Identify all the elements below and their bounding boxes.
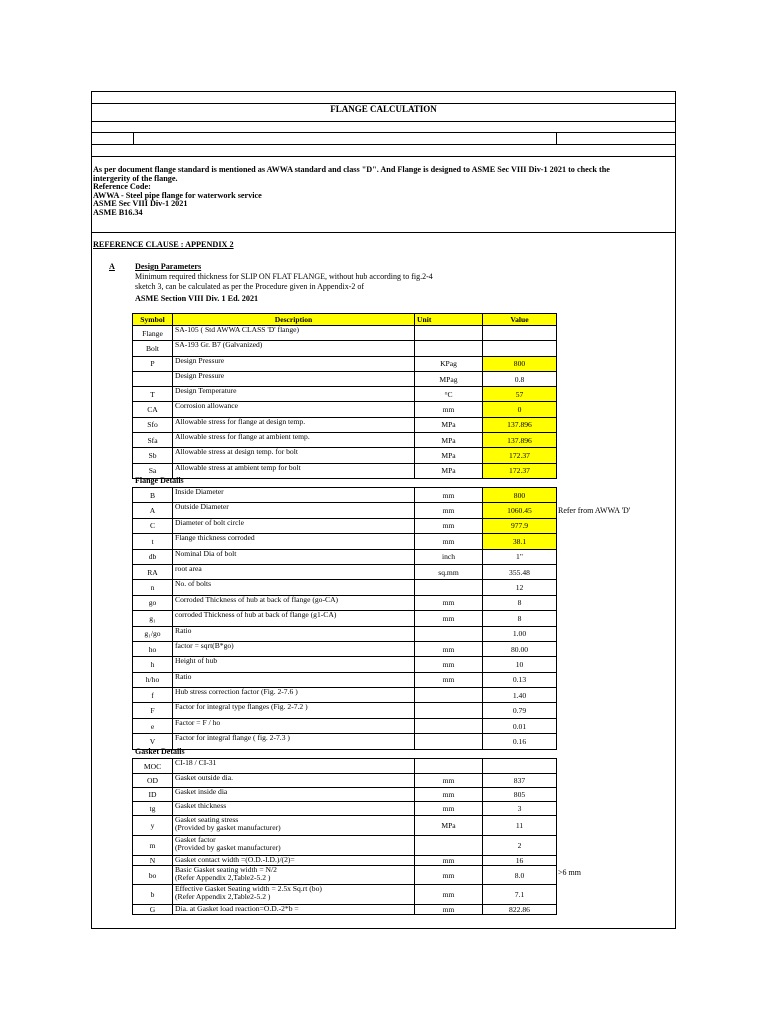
- section-letter: A: [109, 262, 115, 271]
- row-unit: [415, 688, 483, 703]
- row-symbol: V: [133, 734, 173, 749]
- row-value: 1060.45: [483, 503, 557, 518]
- gasket-details-table: [132, 758, 557, 915]
- row-description: Hub stress correction factor (Fig. 2-7.6 ): [173, 688, 415, 703]
- row-symbol: P: [133, 356, 173, 371]
- row-value: 1": [483, 549, 557, 564]
- row-symbol: G: [133, 905, 173, 915]
- row-unit: [415, 580, 483, 595]
- reference-clause: REFERENCE CLAUSE : APPENDIX 2: [93, 240, 234, 249]
- row-description: CI-18 / CI-31: [173, 759, 415, 774]
- table-row: [133, 905, 557, 915]
- row-unit: mm: [415, 611, 483, 626]
- row-symbol: y: [133, 816, 173, 836]
- intro-line: AWWA - Steel pipe flange for waterwork service: [93, 190, 262, 200]
- row-unit: MPa: [415, 433, 483, 448]
- row-unit: MPa: [415, 463, 483, 478]
- table-row: [133, 463, 557, 478]
- row-value: 800: [483, 356, 557, 371]
- table-row: [133, 356, 557, 371]
- row-unit: [415, 836, 483, 856]
- row-value: 38.1: [483, 534, 557, 549]
- row-value: 805: [483, 788, 557, 802]
- row-value: 3: [483, 802, 557, 816]
- row-description: Dia. at Gasket load reaction=O.D.-2*b =: [173, 905, 415, 915]
- row-description: Flange thickness corroded: [173, 534, 415, 549]
- row-symbol: Flange: [133, 326, 173, 341]
- row-unit: mm: [415, 774, 483, 788]
- rule: [91, 121, 676, 122]
- table-row: [133, 788, 557, 802]
- row-unit: MPa: [415, 816, 483, 836]
- row-description: Allowable stress at ambient temp for bolt: [173, 463, 415, 478]
- table-row: [133, 641, 557, 656]
- table-row: [133, 564, 557, 579]
- row-value: 800: [483, 488, 557, 503]
- intro-line: As per document flange standard is mentioned as AWWA standard and class "D". And Flange is designed to ASME Sec VIII Div-1 2021 to check the: [93, 165, 610, 174]
- row-symbol: go: [133, 595, 173, 610]
- intro-line: Reference Code:: [93, 182, 151, 192]
- row-value: 837: [483, 774, 557, 788]
- row-value: 12: [483, 580, 557, 595]
- rule: [133, 132, 134, 144]
- table-row: [133, 580, 557, 595]
- row-symbol: n: [133, 580, 173, 595]
- row-unit: [415, 626, 483, 641]
- table-row: [133, 856, 557, 866]
- row-unit: mm: [415, 534, 483, 549]
- row-value: 0.8: [483, 371, 557, 386]
- table-row: [133, 417, 557, 432]
- row-unit: mm: [415, 503, 483, 518]
- table-row: [133, 866, 557, 885]
- row-description: root area: [173, 564, 415, 579]
- table-row: [133, 595, 557, 610]
- header-value: Value: [483, 314, 557, 326]
- row-description: Outside Diameter: [173, 503, 415, 518]
- row-description: Height of hub: [173, 657, 415, 672]
- table-row: [133, 371, 557, 386]
- row-unit: mm: [415, 905, 483, 915]
- page-title: FLANGE CALCULATION: [330, 104, 437, 114]
- header-symbol: Symbol: [133, 314, 173, 326]
- table-row: [133, 402, 557, 417]
- flange-details-table: [132, 487, 557, 750]
- row-description: Design Temperature: [173, 387, 415, 402]
- table-row: [133, 657, 557, 672]
- row-unit: sq.mm: [415, 564, 483, 579]
- intro-line: ASME B16.34: [93, 207, 143, 217]
- row-symbol: T: [133, 387, 173, 402]
- row-symbol: g₁: [133, 611, 173, 626]
- row-unit: [415, 734, 483, 749]
- design-parameters-table: [132, 313, 557, 479]
- table-row: [133, 503, 557, 518]
- row-unit: [415, 326, 483, 341]
- table-row: [133, 885, 557, 905]
- design-code: ASME Section VIII Div. 1 Ed. 2021: [135, 294, 259, 303]
- row-description: Ratio: [173, 672, 415, 687]
- row-symbol: CA: [133, 402, 173, 417]
- row-symbol: ID: [133, 788, 173, 802]
- row-value: 8: [483, 595, 557, 610]
- intro-block: [93, 166, 653, 218]
- row-description: Factor for integral type flanges (Fig. 2-7.2 ): [173, 703, 415, 718]
- row-unit: mm: [415, 802, 483, 816]
- intro-line: ASME Sec VIII Div-1 2021: [93, 199, 188, 209]
- row-symbol: t: [133, 534, 173, 549]
- row-description: Gasket factor (Provided by gasket manufacturer): [173, 836, 415, 856]
- row-description: Ratio: [173, 626, 415, 641]
- table-row: [133, 734, 557, 749]
- table-row: [133, 774, 557, 788]
- table-row: [133, 448, 557, 463]
- row-description: Factor = F / ho: [173, 718, 415, 733]
- row-value: 11: [483, 816, 557, 836]
- row-symbol: F: [133, 703, 173, 718]
- row-description: Allowable stress for flange at design temp.: [173, 417, 415, 432]
- row-description: SA-193 Gr. B7 (Galvanized): [173, 341, 415, 356]
- row-unit: KPag: [415, 356, 483, 371]
- row-symbol: db: [133, 549, 173, 564]
- table-row: [133, 341, 557, 356]
- row-value: 137.896: [483, 417, 557, 432]
- row-value: 16: [483, 856, 557, 866]
- row-unit: inch: [415, 549, 483, 564]
- table-row: [133, 611, 557, 626]
- row-description: Gasket thickness: [173, 802, 415, 816]
- row-value: 8: [483, 611, 557, 626]
- row-symbol: RA: [133, 564, 173, 579]
- row-symbol: g₁/go: [133, 626, 173, 641]
- table-row: [133, 626, 557, 641]
- row-unit: mm: [415, 885, 483, 905]
- row-symbol: A: [133, 503, 173, 518]
- table-header-row: [133, 314, 557, 326]
- row-description: Effective Gasket Seating width = 2.5x Sq.rt (bo) (Refer Appendix 2,Table2-5.2 ): [173, 885, 415, 905]
- row-description: Nominal Dia of bolt: [173, 549, 415, 564]
- row-value: 137.896: [483, 433, 557, 448]
- rule: [91, 144, 676, 145]
- row-description: Gasket inside dia: [173, 788, 415, 802]
- table-row: [133, 326, 557, 341]
- row-symbol: tg: [133, 802, 173, 816]
- row-description: factor = sqrt(B*go): [173, 641, 415, 656]
- row-unit: [415, 341, 483, 356]
- row-symbol: h: [133, 657, 173, 672]
- intro-line: intergerity of the flange.: [93, 173, 178, 183]
- row-description: Design Pressure: [173, 371, 415, 386]
- row-value: 0.79: [483, 703, 557, 718]
- row-unit: mm: [415, 856, 483, 866]
- row-unit: mm: [415, 595, 483, 610]
- gasket-details-heading: Gasket Details: [135, 747, 185, 756]
- row-description: Diameter of bolt circle: [173, 518, 415, 533]
- table-row: [133, 688, 557, 703]
- header-description: Description: [173, 314, 415, 326]
- row-description: Corroded Thickness of hub at back of flange (go-CA): [173, 595, 415, 610]
- row-unit: MPa: [415, 448, 483, 463]
- row-description: Design Pressure: [173, 356, 415, 371]
- table-row: [133, 672, 557, 687]
- row-symbol: f: [133, 688, 173, 703]
- row-unit: mm: [415, 672, 483, 687]
- row-value: 172.37: [483, 463, 557, 478]
- row-value: [483, 326, 557, 341]
- row-value: 0.13: [483, 672, 557, 687]
- row-value: 822.86: [483, 905, 557, 915]
- table-row: [133, 488, 557, 503]
- row-value: 2: [483, 836, 557, 856]
- row-symbol: MOC: [133, 759, 173, 774]
- row-value: [483, 759, 557, 774]
- row-symbol: C: [133, 518, 173, 533]
- row-value: 8.0: [483, 866, 557, 885]
- row-symbol: Sa: [133, 463, 173, 478]
- rule: [91, 156, 676, 157]
- row-value: 977.9: [483, 518, 557, 533]
- row-symbol: Sfo: [133, 417, 173, 432]
- row-symbol: N: [133, 856, 173, 866]
- design-parameters-heading: Design Parameters: [135, 262, 202, 271]
- row-unit: [415, 703, 483, 718]
- table-row: [133, 718, 557, 733]
- row-unit: mm: [415, 866, 483, 885]
- row-description: Gasket contact width =(O.D.-I.D.)/(2)=: [173, 856, 415, 866]
- row-description: Allowable stress at design temp. for bolt: [173, 448, 415, 463]
- refer-note: Refer from AWWA 'D': [558, 506, 631, 515]
- row-symbol: [133, 371, 173, 386]
- row-unit: [415, 718, 483, 733]
- table-row: [133, 802, 557, 816]
- row-description: Allowable stress for flange at ambient temp.: [173, 433, 415, 448]
- flange-details-heading: Flange Details: [135, 476, 184, 485]
- row-description: Basic Gasket seating width = N/2 (Refer Appendix 2,Table2-5.2 ): [173, 866, 415, 885]
- table-row: [133, 433, 557, 448]
- row-symbol: Sb: [133, 448, 173, 463]
- row-symbol: OD: [133, 774, 173, 788]
- design-parameters-text: Minimum required thickness for SLIP ON FLAT FLANGE, without hub according to fig.2-4: [135, 272, 433, 281]
- rule: [556, 132, 557, 144]
- row-description: No. of bolts: [173, 580, 415, 595]
- row-value: 0.16: [483, 734, 557, 749]
- row-description: Inside Diameter: [173, 488, 415, 503]
- row-description: Gasket outside dia.: [173, 774, 415, 788]
- row-symbol: Sfa: [133, 433, 173, 448]
- row-symbol: e: [133, 718, 173, 733]
- row-description: Factor for integral flange ( fig. 2-7.3 ): [173, 734, 415, 749]
- row-unit: °C: [415, 387, 483, 402]
- row-value: 1.40: [483, 688, 557, 703]
- table-row: [133, 816, 557, 836]
- rule: [91, 132, 676, 133]
- row-symbol: B: [133, 488, 173, 503]
- row-unit: mm: [415, 788, 483, 802]
- row-symbol: b: [133, 885, 173, 905]
- table-row: [133, 518, 557, 533]
- rule: [91, 232, 676, 233]
- row-value: [483, 341, 557, 356]
- row-value: 172.37: [483, 448, 557, 463]
- row-unit: mm: [415, 402, 483, 417]
- row-symbol: Bolt: [133, 341, 173, 356]
- row-value: 10: [483, 657, 557, 672]
- row-symbol: m: [133, 836, 173, 856]
- row-unit: mm: [415, 641, 483, 656]
- row-symbol: ho: [133, 641, 173, 656]
- row-value: 57: [483, 387, 557, 402]
- row-value: 0.01: [483, 718, 557, 733]
- row-value: 355.48: [483, 564, 557, 579]
- row-description: corroded Thickness of hub at back of flange (g1-CA): [173, 611, 415, 626]
- row-value: 1.00: [483, 626, 557, 641]
- row-unit: mm: [415, 657, 483, 672]
- row-description: SA-105 ( Std AWWA CLASS 'D' flange): [173, 326, 415, 341]
- row-symbol: h/ho: [133, 672, 173, 687]
- row-value: 80.00: [483, 641, 557, 656]
- table-row: [133, 836, 557, 856]
- table-row: [133, 549, 557, 564]
- table-row: [133, 759, 557, 774]
- table-row: [133, 703, 557, 718]
- row-symbol: bo: [133, 866, 173, 885]
- table-row: [133, 387, 557, 402]
- table-row: [133, 534, 557, 549]
- header-unit: Unit: [415, 314, 483, 326]
- row-unit: mm: [415, 488, 483, 503]
- row-value: 7.1: [483, 885, 557, 905]
- row-unit: mm: [415, 518, 483, 533]
- row-description: Gasket seating stress (Provided by gasket manufacturer): [173, 816, 415, 836]
- bo-note: >6 mm: [558, 868, 581, 877]
- row-description: Corrosion allowance: [173, 402, 415, 417]
- row-unit: MPa: [415, 417, 483, 432]
- design-parameters-text: sketch 3, can be calculated as per the Procedure given in Appendix-2 of: [135, 282, 365, 291]
- row-value: 0: [483, 402, 557, 417]
- row-unit: [415, 759, 483, 774]
- row-unit: MPag: [415, 371, 483, 386]
